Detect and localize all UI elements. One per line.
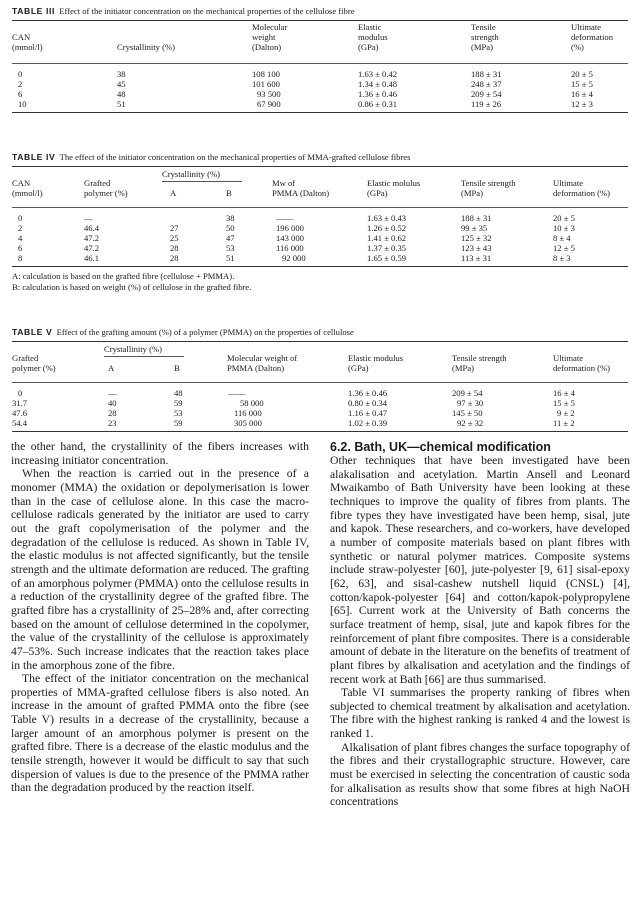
table-3-header-molecular-weight: Molecular weight (Dalton) xyxy=(252,22,288,52)
table-5-header-mw: Molecular weight of PMMA (Dalton) xyxy=(227,353,298,373)
table-4-header-mw: Mw of PMMA (Dalton) xyxy=(272,178,330,198)
table-5-body xyxy=(12,388,628,428)
table-4-note-b: B: calculation is based on weight (%) of cellulose in the grafted fibre. xyxy=(12,282,252,292)
table-3 xyxy=(12,6,628,113)
table-3-caption xyxy=(12,6,628,17)
table-5-header xyxy=(12,342,628,382)
table-4-header-grafted: Grafted polymer (%) xyxy=(84,178,128,198)
table-5-label: TABLE V xyxy=(12,327,53,337)
table-4-header-deformation: Ultimate deformation (%) xyxy=(553,178,611,198)
table-3-header-ultimate-deformation: Ultimate deformation (%) xyxy=(571,22,613,52)
table-row: 31.7 40 59 58 000 0.80 ± 0.34 97 ± 30 15 ± 5 xyxy=(12,398,575,408)
table-5 xyxy=(12,327,628,432)
left-column xyxy=(11,440,309,795)
table-5-title: Effect of the grafting amount (%) of a polymer (PMMA) on the properties of cellulose xyxy=(56,327,354,337)
table-3-header xyxy=(12,21,628,63)
table-3-body xyxy=(12,69,628,109)
table-3-header-crystallinity: Crystallinity (%) xyxy=(117,42,175,52)
table-3-title: Effect of the initiator concentration on the mechanical properties of the cellulose fibre xyxy=(59,6,355,16)
table-3-header-elastic-modulus: Elastic modulus (GPa) xyxy=(358,22,388,52)
table-4-header-can: CAN (mmol/l) xyxy=(12,178,43,198)
table-row: 47.6 28 53 116 000 1.16 ± 0.47 145 ± 50 9 ± 2 xyxy=(12,408,575,418)
table-row: 4 47.2 25 47 143 000 1.41 ± 0.62 125 ± 32 8 ± 4 xyxy=(18,233,571,243)
table-4-header-modulus: Elastic molulus (GPa) xyxy=(367,178,421,198)
table-row: 54.4 23 59 305 000 1.02 ± 0.39 92 ± 32 11 ± 2 xyxy=(12,418,575,428)
table-4-title: The effect of the initiator concentration on the mechanical properties of MMA-grafted cellulose fibres xyxy=(59,152,411,162)
table-4-header-crystallinity: Crystallinity (%) xyxy=(162,169,220,179)
table-5-header-grafted: Grafted polymer (%) xyxy=(12,353,56,373)
table-4-note-a: A: calculation is based on the grafted fibre (cellulose + PMMA). xyxy=(12,271,235,281)
body-paragraph: Table VI summarises the property ranking of fibres when subjected to chemical treatment by alkalisation and acetylation. The fibre with the highest ranking is ranked 4 and the lowest is ranked 1. xyxy=(330,686,630,741)
table-5-caption xyxy=(12,327,628,338)
table-5-header-b: B xyxy=(174,363,180,373)
table-4-caption xyxy=(12,152,628,163)
table-row: 0 38 108 100 1.63 ± 0.42 188 ± 31 20 ± 5 xyxy=(18,69,593,79)
body-paragraph: When the reaction is carried out in the presence of a monomer (MMA) the oxidation or depolymerisation is lower than in the case of cellulose alone. In this case the macro-cellulose radicals generated by the initiator are used to carry out the graft copolymerisation of the polymer and the degradation of the cellulose is reduced. As shown in Table IV, the elastic modulus is not affected significantly, but the tensile strength and the ultimate deformation are reduced. The grafting of an amorphous polymer (PMMA) onto the cellulose results in a reduction of the crystallinity degree of the grafted fibre. The grafted fibre has a crystallinity of 25–28% and, after correcting based on the amount of cellulose determined in the copolymer, the value of the crystallinity of the cellulose is approximately 47–53%. Such increase indicates that the reaction takes place in the amorphous zone of the fibre. xyxy=(11,467,309,672)
table-row: 10 51 67 900 0.86 ± 0.31 119 ± 26 12 ± 3 xyxy=(18,99,593,109)
table-row: 6 47.2 28 53 116 000 1.37 ± 0.35 123 ± 43 12 ± 5 xyxy=(18,243,575,253)
table-4-header-a: A xyxy=(170,188,177,198)
table-row: 2 45 101 600 1.34 ± 0.48 248 ± 37 15 ± 5 xyxy=(18,79,593,89)
table-row: 8 46.1 28 51 92 000 1.65 ± 0.59 113 ± 31 8 ± 3 xyxy=(18,253,571,263)
table-3-header-can: CAN (mmol/l) xyxy=(12,32,43,52)
table-4-header-strength: Tensile strength (MPa) xyxy=(461,178,516,198)
table-3-header-tensile-strength: Tensile strength (MPa) xyxy=(471,22,499,52)
table-4-header-b: B xyxy=(226,188,232,198)
table-3-label: TABLE III xyxy=(12,6,55,16)
right-column xyxy=(330,440,630,809)
table-row: 6 48 93 500 1.36 ± 0.46 209 ± 54 16 ± 4 xyxy=(18,89,593,99)
table-4-header xyxy=(12,167,628,207)
table-4 xyxy=(12,152,628,293)
table-5-header-modulus: Elastic modulus (GPa) xyxy=(348,353,404,373)
table-4-body xyxy=(12,213,628,263)
table-row: 0 — 38 —— 1.63 ± 0.43 188 ± 31 20 ± 5 xyxy=(18,213,575,223)
table-5-header-deformation: Ultimate deformation (%) xyxy=(553,353,611,373)
table-5-header-a: A xyxy=(108,363,115,373)
body-paragraph: the other hand, the crystallinity of the fibers increases with increasing initiator concentration. xyxy=(11,440,309,467)
table-5-header-crystallinity: Crystallinity (%) xyxy=(104,344,162,354)
table-4-label: TABLE IV xyxy=(12,152,56,162)
body-paragraph: The effect of the initiator concentration on the mechanical properties of MMA-grafted cellulose fibers is also noted. An increase in the amount of grafted PMMA onto the fibre (see Table V) results in a decrease of the crystallinity, because a larger amount of an amorphous polymer is present on the grafted fibre. There is a decrease of the elastic modulus and the tensile strength, however it would be difficult to say that such dispersion of values is due to the presence of the PMMA rather than the degradation produced by the reaction itself. xyxy=(11,672,309,795)
section-heading: 6.2. Bath, UK—chemical modification xyxy=(330,440,551,454)
body-paragraph: Alkalisation of plant fibres changes the surface topography of the fibres and their crystallographic structure. However, care must be exercised in selecting the concentration of caustic soda for alkalisation as results show that some fibres at high NaOH concentrations xyxy=(330,740,630,809)
body-paragraph: Other techniques that have been investigated have been alakalisation and acetylation. Martin Ansell and Leonard Mwaikambo of Bath University have been looking at these techniques to improve the quality of fibres from plants. The fibre types they have investigated have been hemp, sisal, jute and kapok. These researchers, and co-workers, have developed a number of composite materials based on plant fibres with synthetic or natural polymer matrices. Composite systems include straw-polyester [60], jute-polyester [9, 61] sisal-epoxy [62, 63], and sisal-cashew nutshell liquid (CNSL) [4], cotton/kapok-polyester [64] and cotton/kapok-polypropylene [65]. Current work at the University of Bath concerns the surface treatment of hemp, sisal, jute and kapok fibres for the reinforcement of plant fibre composites. There is a considerable amount of debate in the literature on the benefits of treatment of plant fibres by alkalisation and acetylation and the findings of recent work at Bath [66] are thus summarised. xyxy=(330,454,630,686)
table-row: 0 — 48 —— 1.36 ± 0.46 209 ± 54 16 ± 4 xyxy=(18,388,575,398)
table-5-header-strength: Tensile strength (MPa) xyxy=(452,353,507,373)
table-row: 2 46.4 27 50 196 000 1.26 ± 0.52 99 ± 35 10 ± 3 xyxy=(18,223,575,233)
